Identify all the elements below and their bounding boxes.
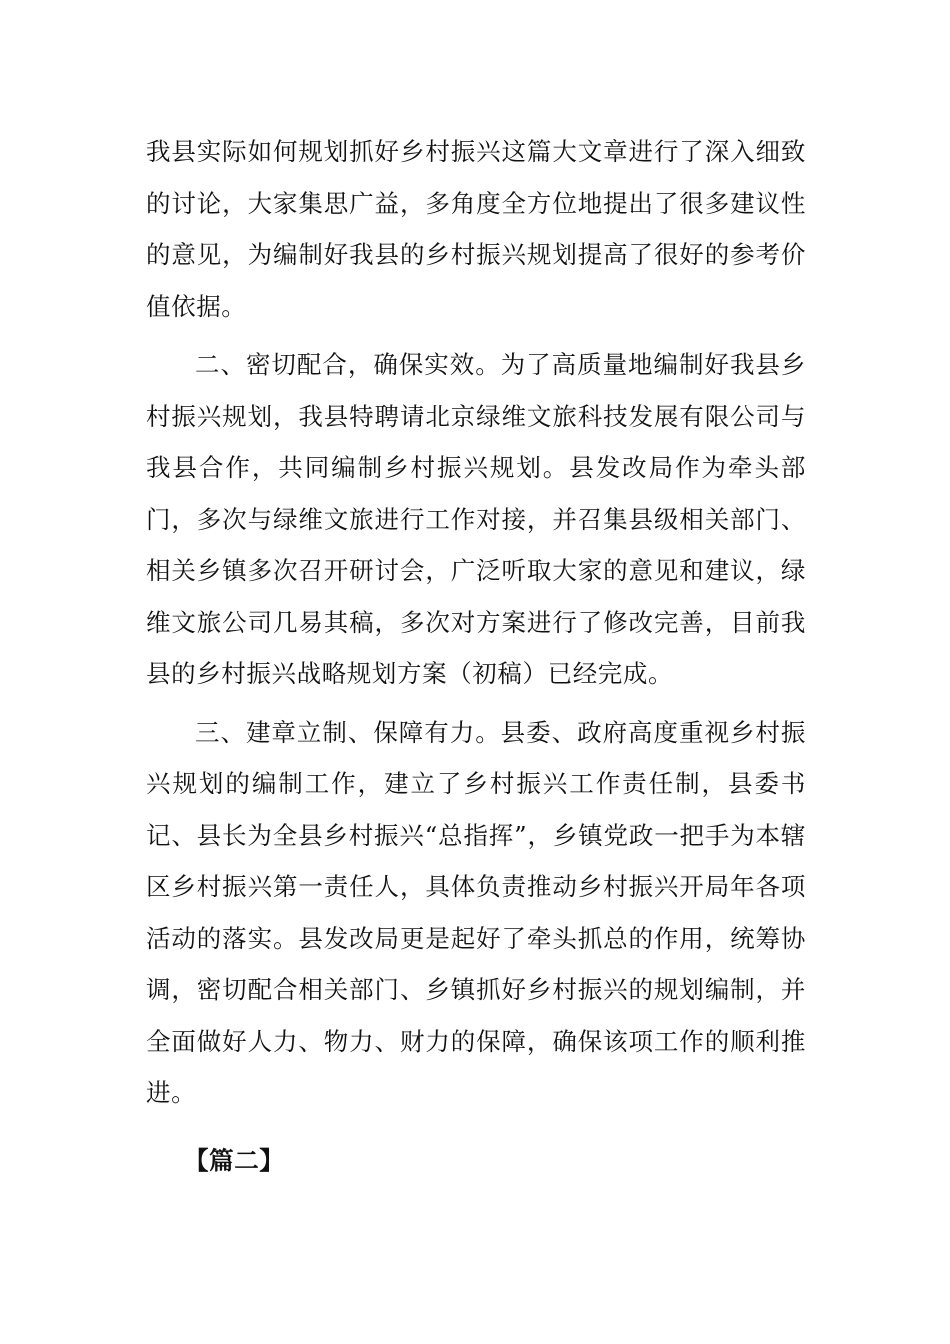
- section-heading-part-two: 【篇二】: [184, 1145, 285, 1175]
- paragraph-continuation: 我县实际如何规划抓好乡村振兴这篇大文章进行了深入细致的讨论，大家集思广益，多角度全方位地提出了很多建议性的意见，为编制好我县的乡村振兴规划提高了很好的参考价值依据。: [146, 137, 806, 321]
- document-body: [146, 126, 806, 1186]
- paragraph-section-two: 二、密切配合，确保实效。为了高质量地编制好我县乡村振兴规划，我县特聘请北京绿维文旅科技发展有限公司与我县合作，共同编制乡村振兴规划。县发改局作为牵头部门，多次与绿维文旅进行工作对接，并召集县级相关部门、相关乡镇多次召开研讨会，广泛听取大家的意见和建议，绿维文旅公司几易其稿，多次对方案进行了修改完善，目前我县的乡村振兴战略规划方案（初稿）已经完成。: [146, 350, 806, 688]
- paragraph-section-three: 三、建章立制、保障有力。县委、政府高度重视乡村振兴规划的编制工作，建立了乡村振兴工作责任制，县委书记、县长为全县乡村振兴“总指挥”，乡镇党政一把手为本辖区乡村振兴第一责任人，具体负责推动乡村振兴开局年各项活动的落实。县发改局更是起好了牵头抓总的作用，统筹协调，密切配合相关部门、乡镇抓好乡村振兴的规划编制，并全面做好人力、物力、财力的保障，确保该项工作的顺利推进。: [146, 717, 806, 1107]
